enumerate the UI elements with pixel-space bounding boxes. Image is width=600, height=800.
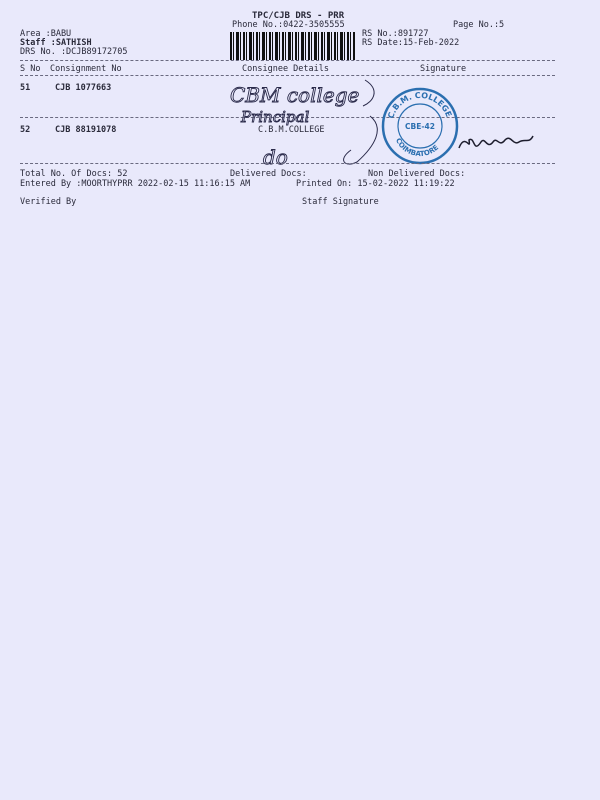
college-stamp: [380, 86, 460, 166]
total-docs: Total No. Of Docs: 52: [20, 169, 128, 179]
barcode: [230, 32, 355, 60]
row-consignment: CJB 1077663: [55, 83, 112, 93]
staff-field: Staff :SATHISH: [20, 38, 92, 48]
entered-by: Entered By :MOORTHYPRR 2022-02-15 11:16:15 AM: [20, 179, 251, 189]
delivered-docs: Delivered Docs:: [230, 169, 307, 179]
phone-number: Phone No.:0422-3505555: [232, 20, 345, 30]
row-consignment: CJB 88191078: [55, 125, 117, 135]
page-number: Page No.:5: [453, 20, 505, 30]
svg-text:CBM college: CBM college: [230, 83, 360, 107]
rs-number: RS No.:891727: [362, 29, 429, 39]
signature-scribble: [455, 126, 535, 158]
drs-number: DRS No. :DCJB89172705: [20, 47, 128, 57]
handwritten-annotation: [225, 76, 390, 168]
rs-date: RS Date:15-Feb-2022: [362, 38, 460, 48]
svg-text:CBE-42: CBE-42: [405, 122, 435, 131]
row-sno: 52: [20, 125, 31, 135]
column-header-details: Consignee Details: [242, 64, 329, 74]
verified-by: Verified By: [20, 197, 77, 207]
svg-text:C.B.M. COLLEGE: C.B.M. COLLEGE: [386, 90, 454, 120]
column-header-signature: Signature: [420, 64, 467, 74]
row-consignee-details: C.B.M.COLLEGE: [258, 125, 325, 135]
row-sno: 51: [20, 83, 31, 93]
staff-signature: Staff Signature: [302, 197, 379, 207]
svg-text:Principal: Principal: [241, 108, 310, 126]
area-field: Area :BABU: [20, 29, 72, 39]
document-title: TPC/CJB DRS - PRR: [252, 11, 345, 21]
svg-text:do: do: [263, 145, 288, 169]
divider-top: [20, 60, 555, 61]
printed-on: Printed On: 15-02-2022 11:19:22: [296, 179, 455, 189]
svg-text:COIMBATORE: COIMBATORE: [393, 136, 441, 159]
non-delivered-docs: Non Delivered Docs:: [368, 169, 466, 179]
column-header-consignment: Consignment No: [50, 64, 122, 74]
column-header-sno: S No: [20, 64, 41, 74]
divider-bottom: [20, 163, 555, 164]
